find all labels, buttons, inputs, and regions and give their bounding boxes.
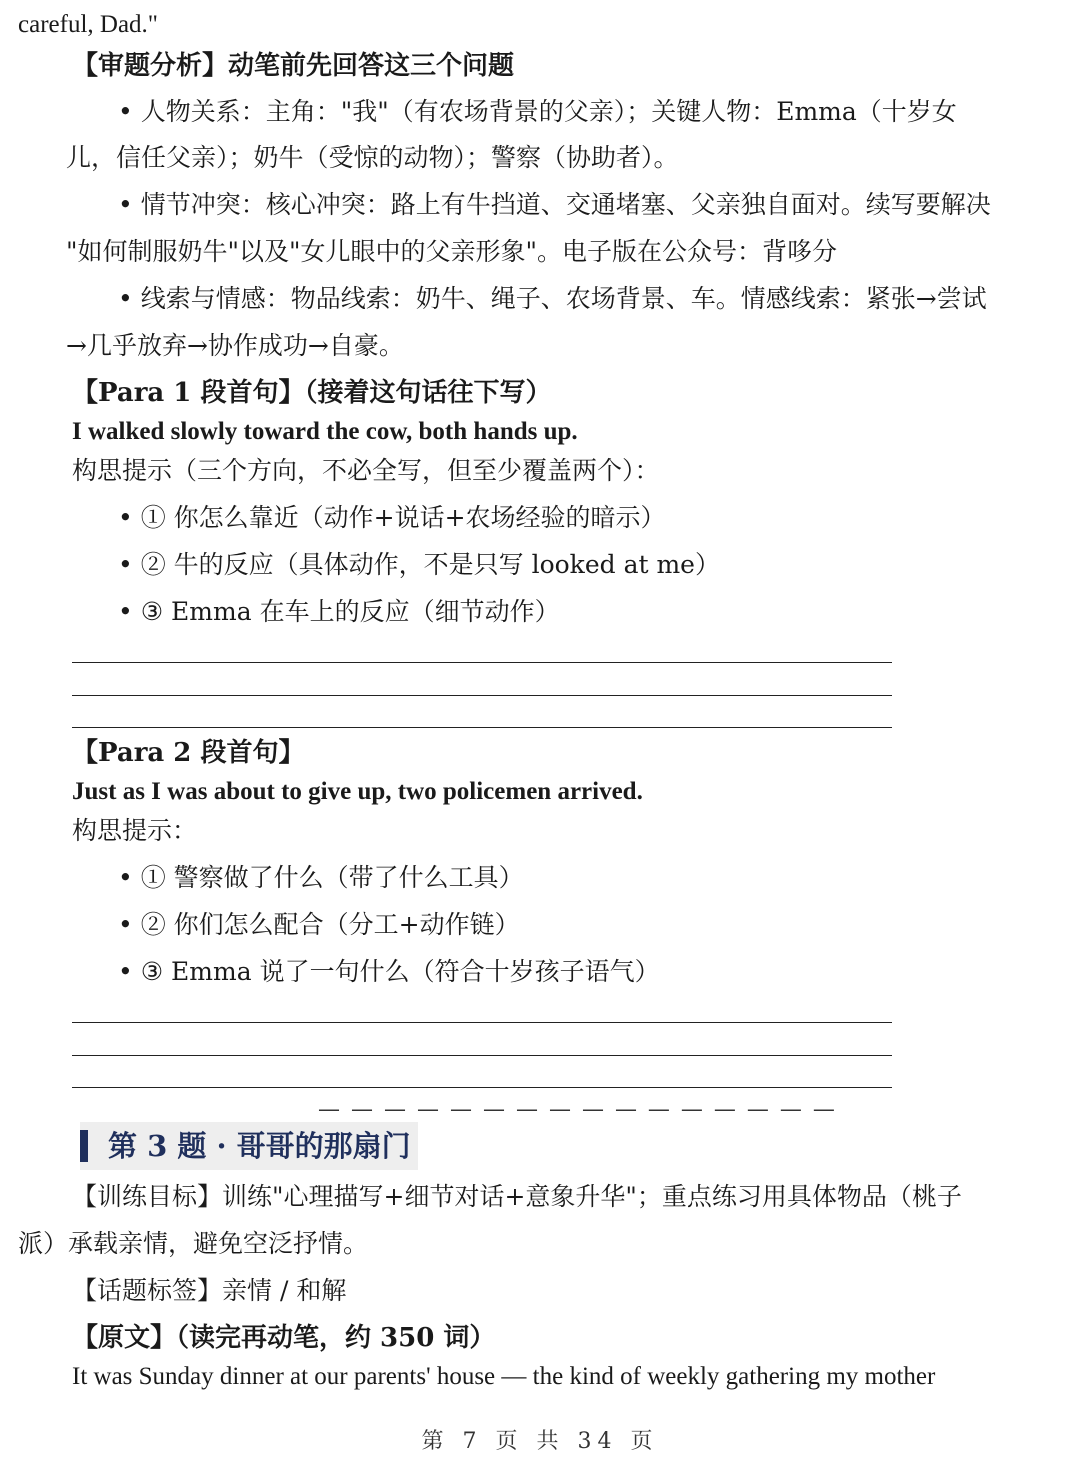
section-accent-bar <box>80 1130 88 1162</box>
para2-opening-sentence: Just as I was about to give up, two policemen arrived. <box>72 778 643 805</box>
answer-line <box>72 1022 892 1023</box>
section3-tags: 【话题标签】亲情 / 和解 <box>72 1276 347 1305</box>
para2-hint-item: • ③ Emma 说了一句什么（符合十岁孩子语气） <box>118 957 660 986</box>
para2-hint-item: • ① 警察做了什么（带了什么工具） <box>118 863 524 892</box>
answer-line <box>72 662 892 663</box>
section3-original-heading: 【原文】（读完再动笔，约 350 词） <box>72 1323 496 1353</box>
analysis-heading: 【审题分析】动笔前先回答这三个问题 <box>72 51 515 81</box>
analysis-bullet-characters-line2: 儿，信任父亲）；奶牛（受惊的动物）；警察（协助者）。 <box>66 143 679 172</box>
section3-goal-line2: 派）承载亲情，避免空泛抒情。 <box>18 1229 369 1258</box>
analysis-bullet-clues-line1: • 线索与情感：物品线索：奶牛、绳子、农场背景、车。情感线索：紧张→尝试 <box>118 284 987 313</box>
para1-hint-item: • ③ Emma 在车上的反应（细节动作） <box>118 597 560 626</box>
analysis-bullet-conflict-line1: • 情节冲突：核心冲突：路上有牛挡道、交通堵塞、父亲独自面对。续写要解决 <box>118 190 991 219</box>
para1-heading: 【Para 1 段首句】（接着这句话往下写） <box>72 378 552 408</box>
continued-text-line: careful, Dad." <box>18 11 158 38</box>
section3-goal-line1: 【训练目标】训练"心理描写+细节对话+意象升华"；重点练习用具体物品（桃子 <box>72 1182 962 1211</box>
para2-hint: 构思提示： <box>72 816 198 845</box>
section-divider: — — — — — — — — — — — — — — — — <box>318 1097 837 1122</box>
answer-line <box>72 695 892 696</box>
para2-heading: 【Para 2 段首句】 <box>72 738 305 768</box>
answer-line <box>72 727 892 728</box>
para1-hint: 构思提示（三个方向，不必全写，但至少覆盖两个）： <box>72 456 660 485</box>
page-footer: 第 7 页 共 34 页 <box>421 1429 659 1454</box>
para1-opening-sentence: I walked slowly toward the cow, both hands up. <box>72 418 578 445</box>
answer-line <box>72 1055 892 1056</box>
para1-hint-item: • ① 你怎么靠近（动作+说话+农场经验的暗示） <box>118 503 666 532</box>
section3-original-text: It was Sunday dinner at our parents' house — the kind of weekly gathering my mother <box>72 1363 936 1390</box>
section3-title: 第 3 题 · 哥哥的那扇门 <box>108 1129 411 1163</box>
analysis-bullet-characters-line1: • 人物关系：主角："我"（有农场背景的父亲）；关键人物：Emma（十岁女 <box>118 97 957 126</box>
analysis-bullet-clues-line2: →几乎放弃→协作成功→自豪。 <box>66 331 404 360</box>
para1-hint-item: • ② 牛的反应（具体动作，不是只写 looked at me） <box>118 550 720 579</box>
para2-hint-item: • ② 你们怎么配合（分工+动作链） <box>118 910 520 939</box>
analysis-bullet-conflict-line2: "如何制服奶牛"以及"女儿眼中的父亲形象"。电子版在公众号：背哆分 <box>66 237 837 266</box>
answer-line <box>72 1087 892 1088</box>
